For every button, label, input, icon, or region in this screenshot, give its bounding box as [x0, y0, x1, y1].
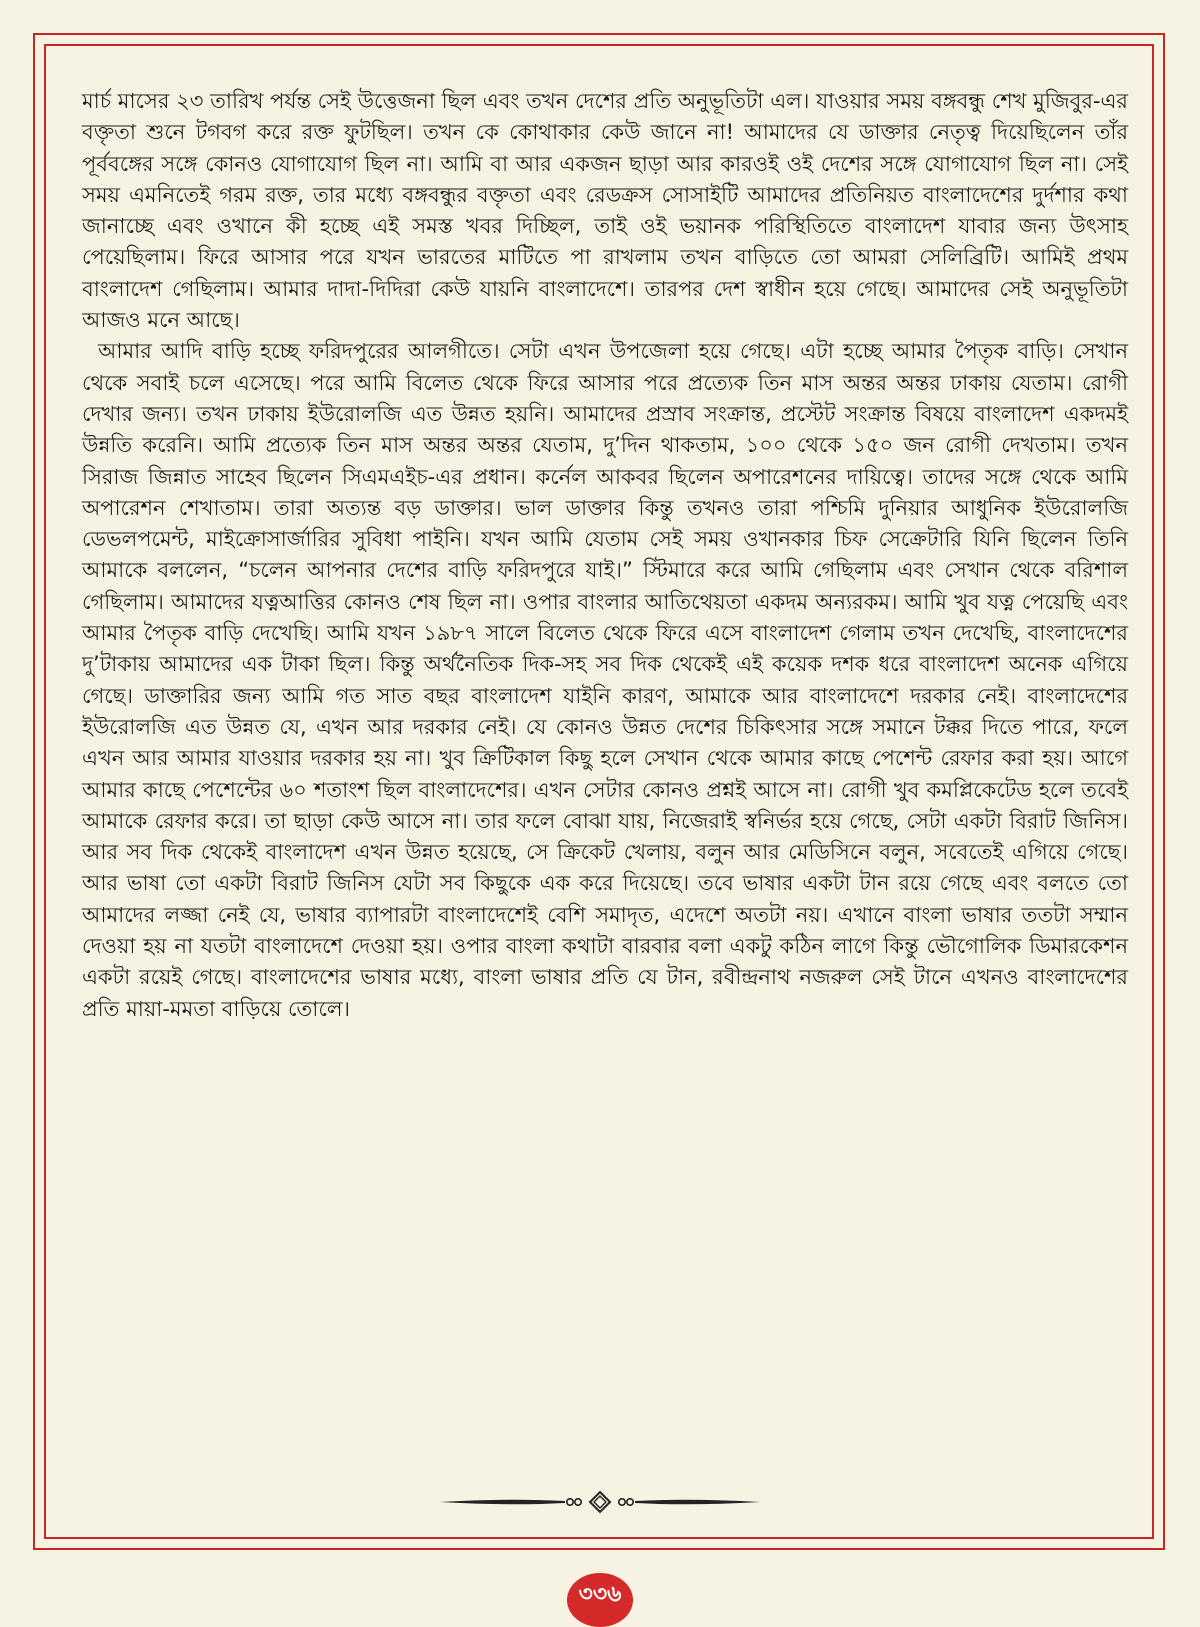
ornamental-divider-icon: [440, 1488, 760, 1516]
page-number-badge: [567, 1573, 633, 1627]
body-text: [82, 86, 1128, 1025]
paragraph-1: মার্চ মাসের ২৩ তারিখ পর্যন্ত সেই উত্তেজনা ছিল এবং তখন দেশের প্রতি অনুভূতিটা এল। যাওয়ার সময় বঙ্গবন্ধু শেখ মুজিবুর-এর বক্তৃতা শুনে টগবগ করে রক্ত ফুটছিল। তখন কে কোথাকার কেউ জানে না! আমাদের যে ডাক্তার নেতৃত্ব দিয়েছিলেন তাঁর পূর্ববঙ্গের সঙ্গে কোনও যোগাযোগ ছিল না। আমি বা আর একজন ছাড়া আর কারওই ওই দেশের সঙ্গে যোগাযোগ ছিল না। সেই সময় এমনিতেই গরম রক্ত, তার মধ্যে বঙ্গবন্ধুর বক্তৃতা এবং রেডক্রস সোসাইটি আমাদের প্রতিনিয়ত বাংলাদেশের দুর্দশার কথা জানাচ্ছে এবং ওখানে কী হচ্ছে এই সমস্ত খবর দিচ্ছিল, তাই ওই ভয়ানক পরিস্থিতিতে বাংলাদেশ যাবার জন্য উৎসাহ পেয়েছিলাম। ফিরে আসার পরে যখন ভারতের মাটিতে পা রাখলাম তখন বাড়িতে তো আমরা সেলিব্রিটি। আমিই প্রথম বাংলাদেশ গেছিলাম। আমার দাদা-দিদিরা কেউ যায়নি বাংলাদেশে। তারপর দেশ স্বাধীন হয়ে গেছে। আমাদের সেই অনুভূতিটা আজও মনে আছে।: [82, 89, 1128, 333]
page-number: ৩৩৬: [578, 1582, 622, 1607]
paragraph-2: আমার আদি বাড়ি হচ্ছে ফরিদপুরের আলগীতে। সেটা এখন উপজেলা হয়ে গেছে। এটা হচ্ছে আমার পৈতৃক বাড়ি। সেখান থেকে সবাই চলে এসেছে। পরে আমি বিলেত থেকে ফিরে আসার পরে প্রত্যেক তিন মাস অন্তর অন্তর ঢাকায় যেতাম। রোগী দেখার জন্য। তখন ঢাকায় ইউরোলজি এত উন্নত হয়নি। আমাদের প্রস্রাব সংক্রান্ত, প্রস্টেট সংক্রান্ত বিষয়ে বাংলাদেশ একদমই উন্নতি করেনি। আমি প্রত্যেক তিন মাস অন্তর অন্তর যেতাম, দু’দিন থাকতাম, ১০০ থেকে ১৫০ জন রোগী দেখতাম। তখন সিরাজ জিন্নাত সাহেব ছিলেন সিএমএইচ-এর প্রধান। কর্নেল আকবর ছিলেন অপারেশনের দায়িত্বে। তাদের সঙ্গে থেকে আমি অপারেশন শেখাতাম। তারা অত্যন্ত বড় ডাক্তার। ভাল ডাক্তার কিন্তু তখনও তারা পশ্চিমি দুনিয়ার আধুনিক ইউরোলজি ডেভলপমেন্ট, মাইক্রোসার্জারির সুবিধা পাইনি। যখন আমি যেতাম সেই সময় ওখানকার চিফ সেক্রেটারি যিনি ছিলেন তিনি আমাকে বললেন, “চলেন আপনার দেশের বাড়ি ফরিদপুরে যাই।” স্টিমারে করে আমি গেছিলাম এবং সেখান থেকে বরিশাল গেছিলাম। আমাদের যত্নআত্তির কোনও শেষ ছিল না। ওপার বাংলার আতিথেয়তা একদম অন্যরকম। আমি খুব যত্ন পেয়েছি এবং আমার পৈতৃক বাড়ি দেখেছি। আমি যখন ১৯৮৭ সালে বিলেত থেকে ফিরে এসে বাংলাদেশ গেলাম তখন দেখেছি, বাংলাদেশের দু’টাকায় আমাদের এক টাকা ছিল। কিন্তু অর্থনৈতিক দিক-সহ সব দিক থেকেই এই কয়েক দশক ধরে বাংলাদেশ অনেক এগিয়ে গেছে। ডাক্তারির জন্য আমি গত সাত বছর বাংলাদেশ যাইনি কারণ, আমাকে আর বাংলাদেশে দরকার নেই। বাংলাদেশের ইউরোলজি এত উন্নত যে, এখন আর দরকার নেই। যে কোনও উন্নত দেশের চিকিৎসার সঙ্গে সমানে টক্কর দিতে পারে, ফলে এখন আর আমার যাওয়ার দরকার হয় না। খুব ক্রিটিকাল কিছু হলে সেখান থেকে আমার কাছে পেশেন্ট রেফার করা হয়। আগে আমার কাছে পেশেন্টের ৬০ শতাংশ ছিল বাংলাদেশের। এখন সেটার কোনও প্রশ্নই আসে না। রোগী খুব কমপ্লিকেটেড হলে তবেই আমাকে রেফার করে। তা ছাড়া কেউ আসে না। তার ফলে বোঝা যায়, নিজেরাই স্বনির্ভর হয়ে গেছে, সেটা একটা বিরাট জিনিস। আর সব দিক থেকেই বাংলাদেশ এখন উন্নত হয়েছে, সে ক্রিকেট খেলায়, বলুন আর মেডিসিনে বলুন, সবেতেই এগিয়ে গেছে। আর ভাষা তো একটা বিরাট জিনিস যেটা সব কিছুকে এক করে দিয়েছে। তবে ভাষার একটা টান রয়ে গেছে এবং বলতে তো আমাদের লজ্জা নেই যে, ভাষার ব্যাপারটা বাংলাদেশেই বেশি সমাদৃত, এদেশে অতটা নয়। এখানে বাংলা ভাষার ততটা সম্মান দেওয়া হয় না যতটা বাংলাদেশে দেওয়া হয়। ওপার বাংলা কথাটা বারবার বলা একটু কঠিন লাগে কিন্তু ভৌগোলিক ডিমারকেশন একটা রয়েই গেছে। বাংলাদেশের ভাষার মধ্যে, বাংলা ভাষার প্রতি যে টান, রবীন্দ্রনাথ নজরুল সেই টানে এখনও বাংলাদেশের প্রতি মায়া-মমতা বাড়িয়ে তোলে।: [82, 339, 1128, 1021]
